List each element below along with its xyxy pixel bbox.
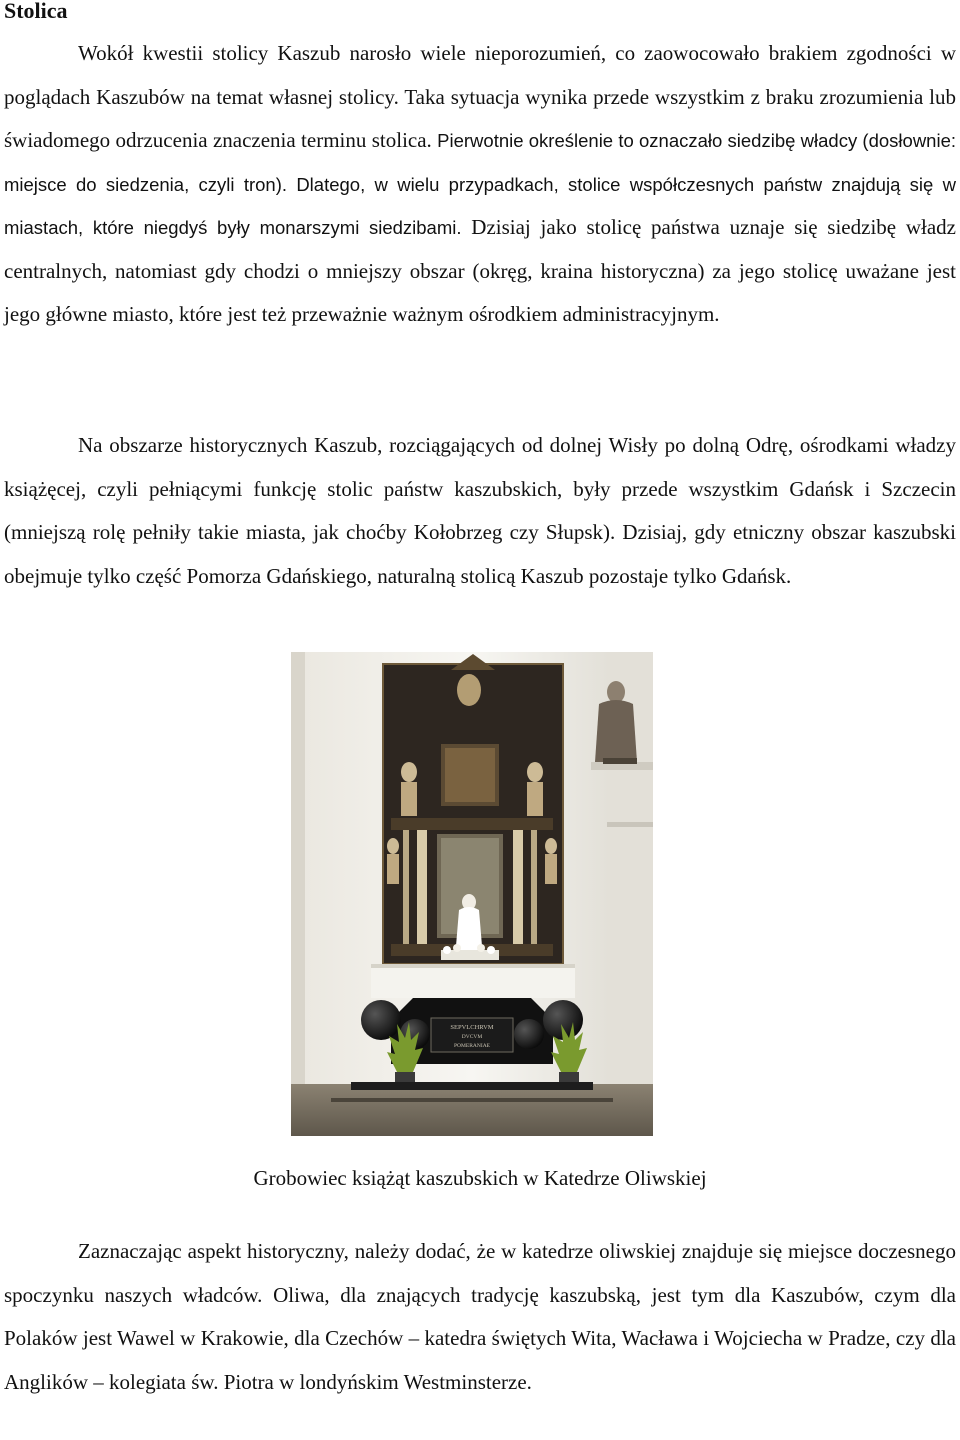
plaque-line-3: POMERANIAE xyxy=(453,1043,491,1049)
paragraph-intro-part3: Dzisiaj jako stolicę państwa uznaje się siedzibę władz centralnych, natomiast gdy chodzi o mniejszy obszar (okręg, kraina historyczna) za jego stolicę uważane jest jego główne miasto, które jest też przeważnie ważnym ośrodkiem administracyjnym. xyxy=(4,215,957,326)
paragraph-intro-part1: Wokół kwestii stolicy Kaszub narosło wiele nieporozumień, co zaowocowało brakiem zgodności w poglądach Kaszubów na temat własnej stolicy. Taka sytuacja wynika przede wszystkim z braku zrozumienia lub świadomego odrzucenia znaczenia terminu stolica. xyxy=(4,41,956,152)
paragraph-intro xyxy=(4,32,956,337)
paragraph-history: Na obszarze historycznych Kaszub, rozciągających od dolnej Wisły po dolną Odrę, ośrodkami władzy książęcej, czyli pełniącymi funkcję stolic państw kaszubskich, były przede wszystkim Gdańsk i Szczecin (mniejszą rolę pełniły takie miasta, jak choćby Kołobrzeg czy Słupsk). Dzisiaj, gdy etniczny obszar kaszubski obejmuje tylko część Pomorza Gdańskiego, naturalną stolicą Kaszub pozostaje tylko Gdańsk. xyxy=(4,433,956,588)
plaque-line-2: DVCVM xyxy=(461,1034,483,1040)
paragraph-intro-part2: Pierwotnie określenie to oznaczało siedzibę władcy (dosłownie: miejsce do siedzenia, czyli tron). Dlatego, w wielu przypadkach, stolice współczesnych państw znajdują się w miastach, które niegdyś były monarszymi siedzibami. xyxy=(4,130,957,238)
section-heading: Stolica xyxy=(4,0,68,23)
tomb-photograph xyxy=(291,652,653,1136)
paragraph-oliwa: Zaznaczając aspekt historyczny, należy dodać, że w katedrze oliwskiej znajduje się miejsce doczesnego spoczynku naszych władców. Oliwa, dla znających tradycję kaszubską, jest tym dla Kaszubów, czym dla Polaków jest Wawel w Krakowie, dla Czechów – katedra świętych Wita, Wacława i Wojciecha w Pradze, czy dla Anglików – kolegiata św. Piotra w londyńskim Westminsterze. xyxy=(4,1239,956,1394)
plaque-line-1: SEPVLCHRVM xyxy=(450,1024,494,1031)
figure-caption: Grobowiec książąt kaszubskich w Katedrze Oliwskiej xyxy=(253,1166,707,1190)
tomb-photograph-illustration xyxy=(291,652,653,1136)
